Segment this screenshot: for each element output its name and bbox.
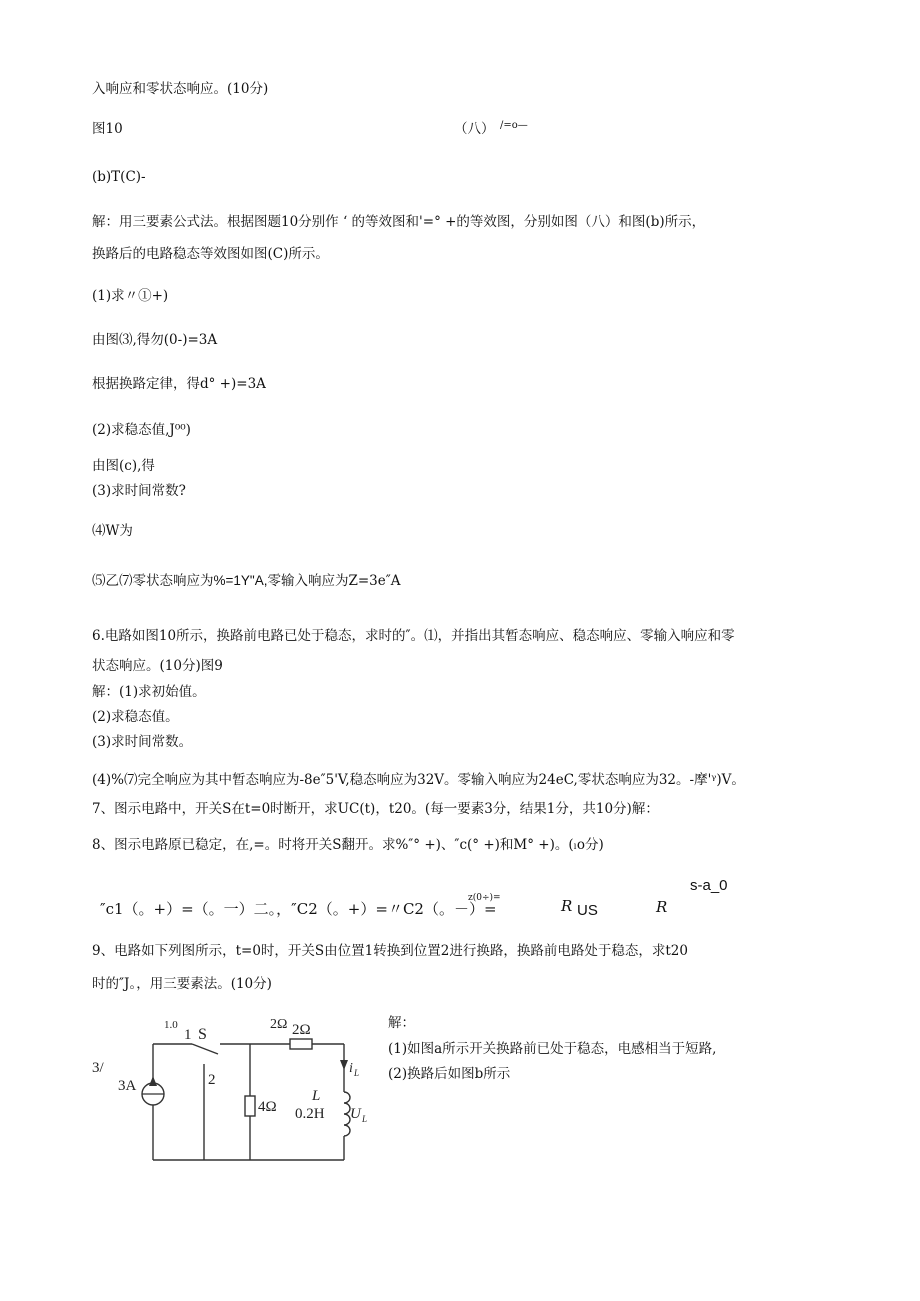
text-line: (1)求〃①+) [92, 288, 169, 304]
text-line: 根据换路定律，得d° +)=3A [92, 376, 266, 392]
text-line: (3)求时间常数。 [92, 734, 193, 750]
figure-caption: 图10 [92, 121, 123, 137]
resistor-icon [245, 1096, 255, 1116]
text-line: 8、图示电路原已稳定，在,=。时将开关S翻开。求%″° +)、″c(° +)和M° +)。(ₗo分) [92, 837, 604, 853]
current-label: i [349, 1061, 353, 1076]
circuit-diagram [92, 1014, 382, 1164]
text-line: 9、电路如下列图所示，t=0时，开关S由位置1转换到位置2进行换路，换路前电路处于稳态，求t20 [92, 943, 688, 959]
resistor-label: 2Ω [292, 1022, 311, 1038]
resistor-icon [290, 1039, 312, 1049]
source-label: 3A [118, 1078, 137, 1094]
text-span: %=1Y"A, [213, 573, 268, 588]
faint-label: 1.0 [164, 1019, 178, 1031]
switch-position-label: 1 [184, 1027, 192, 1043]
inductor-label: L [312, 1088, 321, 1104]
text-line: (b)T(C)- [92, 169, 146, 185]
text-span: 零输入响应为Z=3e″A [267, 573, 401, 589]
solution-line: (2)换路后如图b所示 [388, 1066, 511, 1082]
inductor-value: 0.2H [295, 1106, 325, 1122]
text-line: 7、图示电路中，开关S在t=0时断开，求UC(t)，t20。(每一要素3分，结果1分，共10分)解： [92, 801, 659, 817]
switch-blade [192, 1044, 218, 1054]
arrow-up-icon [149, 1076, 157, 1086]
text-line: ⑷W为 [92, 523, 133, 539]
text-line: 由图(c),得 [92, 458, 155, 474]
current-label-subscript: L [354, 1068, 360, 1078]
text-line [92, 572, 401, 590]
solution-line: (1)如图a所示开关换路前已处于稳态，电感相当于短路, [388, 1041, 717, 1057]
arrow-down-icon [340, 1060, 348, 1070]
text-line: 由图⑶,得勿(0-)=3A [92, 332, 218, 348]
source-label: 3/ [92, 1060, 104, 1076]
equation-fragment: R [656, 898, 668, 916]
switch-label: S [198, 1026, 207, 1043]
switch-position-label: 2 [208, 1072, 216, 1088]
voltage-label-subscript: L [362, 1114, 368, 1124]
text-line: (4)%⑺完全响应为其中暂态响应为-8e″5'V,稳态响应为32V。零输入响应为24eC,零状态响应为32。-摩'ᵞ)V。 [92, 772, 745, 788]
text-line: 状态响应。(10分)图9 [92, 658, 223, 674]
figure-caption: /=o— [500, 120, 528, 131]
solution-line: 解： [388, 1015, 415, 1031]
figure-caption: （八） [454, 121, 495, 137]
equation: ″c1（。+）=（。一）二。，″C2（。+）=〃C2（。－）= [100, 900, 497, 918]
equation-fragment: US [577, 902, 598, 919]
voltage-label: U [350, 1106, 361, 1122]
faint-label: 2Ω [270, 1017, 288, 1032]
text-line: 时的″J。，用三要素法。(10分) [92, 976, 272, 992]
equation-fragment: R [561, 897, 573, 915]
text-line: 解：用三要素公式法。根据图题10分别作 ‘ 的等效图和'=° +的等效图，分别如图（八）和图(b)所示， [92, 214, 706, 230]
text-line: (3)求时间常数? [92, 483, 186, 499]
text-line: 解：(1)求初始值。 [92, 684, 206, 700]
text-line: (2)求稳态值,J⁰⁰) [92, 422, 191, 438]
text-line: 换路后的电路稳态等效图如图(C)所示。 [92, 246, 329, 262]
text-line: 入响应和零状态响应。(10分) [92, 81, 269, 97]
equation-fragment: z(0÷)= [468, 893, 501, 903]
equation-fragment: s-a_0 [690, 877, 728, 894]
resistor-label: 4Ω [258, 1099, 277, 1115]
text-line: 6.电路如图10所示，换路前电路已处于稳态，求时的″。⑴，并指出其暂态响应、稳态响应、零输入响应和零 [92, 628, 735, 644]
text-line: (2)求稳态值。 [92, 709, 179, 725]
text-span: ⑸乙⑺零状态响应为 [92, 573, 214, 589]
